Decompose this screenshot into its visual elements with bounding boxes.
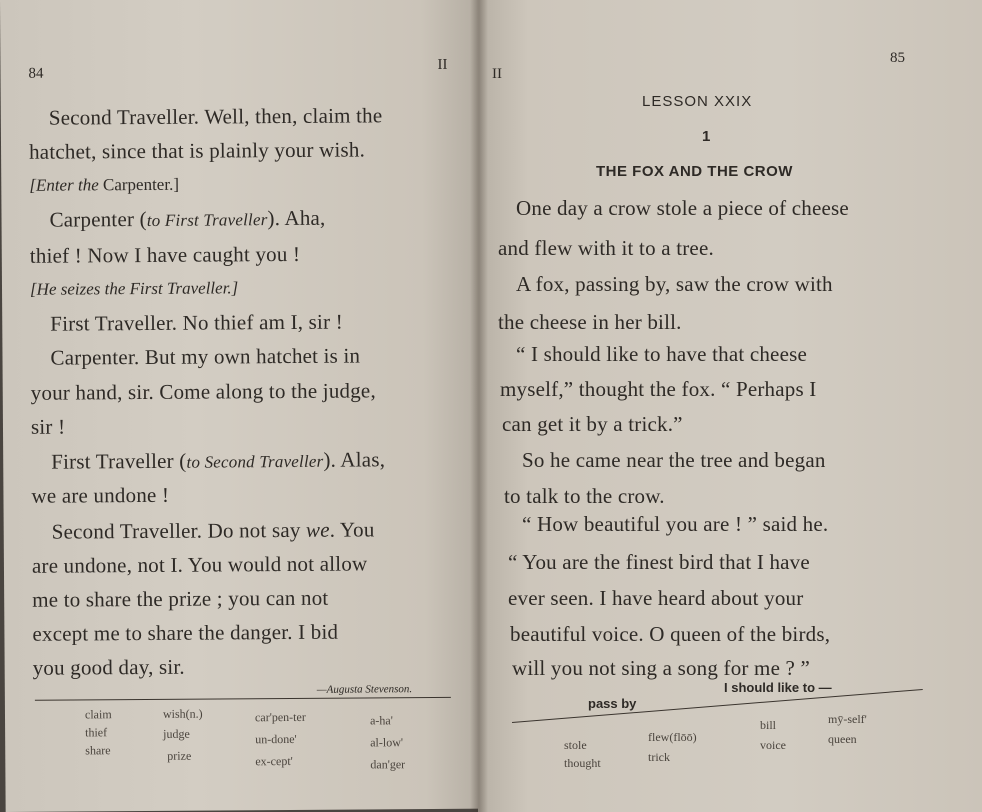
vocab-word: flew(flōō) bbox=[648, 730, 697, 744]
text-line: you good day, sir. bbox=[32, 654, 185, 680]
text-line: “ I should like to have that cheese bbox=[516, 342, 807, 366]
text-line: your hand, sir. Come along to the judge, bbox=[30, 378, 376, 405]
vocab-word: ex-cept' bbox=[255, 753, 293, 769]
text-line: and flew with it to a tree. bbox=[498, 236, 714, 260]
vocab-word: claim bbox=[84, 707, 112, 722]
text-line: So he came near the tree and began bbox=[522, 448, 826, 472]
text-line: hatchet, since that is plainly your wish. bbox=[28, 137, 366, 164]
text-line: can get it by a trick.” bbox=[502, 412, 683, 436]
vocab-word: al-low' bbox=[370, 735, 404, 750]
book-gutter bbox=[470, 0, 488, 812]
text-line: A fox, passing by, saw the crow with bbox=[516, 272, 833, 296]
text-line: the cheese in her bill. bbox=[498, 310, 682, 334]
page-number-left: 84 bbox=[28, 65, 44, 82]
vocab-word: dan'ger bbox=[370, 757, 406, 772]
vocab-word: prize bbox=[167, 748, 192, 763]
text-line: to talk to the crow. bbox=[504, 484, 665, 508]
text-line: One day a crow stole a piece of cheese bbox=[516, 196, 849, 220]
vocab-divider bbox=[35, 697, 451, 701]
text-line: are undone, not I. You would not allow bbox=[31, 551, 368, 578]
story-title: THE FOX AND THE CROW bbox=[596, 163, 793, 180]
vocab-word: a-ha' bbox=[369, 713, 393, 728]
page-number-right: 85 bbox=[890, 50, 905, 66]
stage-direction: [He seizes the First Traveller.] bbox=[29, 278, 239, 299]
text-line: we are undone ! bbox=[31, 482, 170, 508]
vocab-word: wish(n.) bbox=[162, 706, 203, 721]
text-line: Second Traveller. Well, then, claim the bbox=[48, 103, 383, 130]
text-line: Second Traveller. Do not say we. You bbox=[51, 517, 375, 544]
stage-direction: [Enter the Carpenter.] bbox=[29, 174, 180, 195]
phrase-note: pass by bbox=[588, 696, 637, 711]
lesson-heading: LESSON XXIX bbox=[642, 93, 753, 110]
text-line: “ You are the finest bird that I have bbox=[508, 550, 810, 574]
text-line: except me to share the danger. I bid bbox=[32, 619, 339, 646]
section-marker-right: II bbox=[492, 66, 502, 82]
vocab-word: voice bbox=[760, 738, 786, 752]
vocab-word: queen bbox=[828, 732, 857, 746]
vocab-word: share bbox=[85, 743, 111, 758]
phrase-note: I should like to — bbox=[724, 680, 832, 695]
text-line: me to share the prize ; you can not bbox=[32, 585, 329, 612]
vocab-word: thought bbox=[564, 756, 601, 770]
text-line: Carpenter. But my own hatchet is in bbox=[50, 343, 361, 370]
part-number: 1 bbox=[702, 128, 712, 145]
section-marker-left: II bbox=[437, 56, 448, 73]
author-signature: —Augusta Stevenson. bbox=[316, 683, 413, 696]
text-line: First Traveller. No thief am I, sir ! bbox=[50, 309, 343, 336]
text-line: myself,” thought the fox. “ Perhaps I bbox=[500, 377, 817, 401]
text-line: ever seen. I have heard about your bbox=[508, 586, 804, 610]
vocab-word: stole bbox=[564, 738, 587, 752]
vocab-word: car'pen-ter bbox=[254, 709, 306, 725]
vocab-word: un-done' bbox=[255, 731, 297, 747]
text-line: Carpenter (to First Traveller). Aha, bbox=[49, 205, 326, 232]
right-page bbox=[478, 0, 982, 812]
text-line: First Traveller (to Second Traveller). Alas, bbox=[51, 447, 386, 474]
text-line: “ How beautiful you are ! ” said he. bbox=[522, 512, 829, 536]
vocab-word: mȳ-self' bbox=[828, 712, 867, 726]
text-line: will you not sing a song for me ? ” bbox=[512, 656, 811, 680]
vocab-word: trick bbox=[648, 750, 670, 764]
left-page bbox=[0, 0, 484, 812]
text-line: sir ! bbox=[30, 414, 66, 439]
vocab-word: bill bbox=[760, 718, 777, 732]
text-line: beautiful voice. O queen of the birds, bbox=[510, 622, 831, 646]
vocab-word: judge bbox=[163, 726, 190, 741]
text-line: thief ! Now I have caught you ! bbox=[29, 241, 301, 268]
vocab-word: thief bbox=[85, 725, 108, 740]
